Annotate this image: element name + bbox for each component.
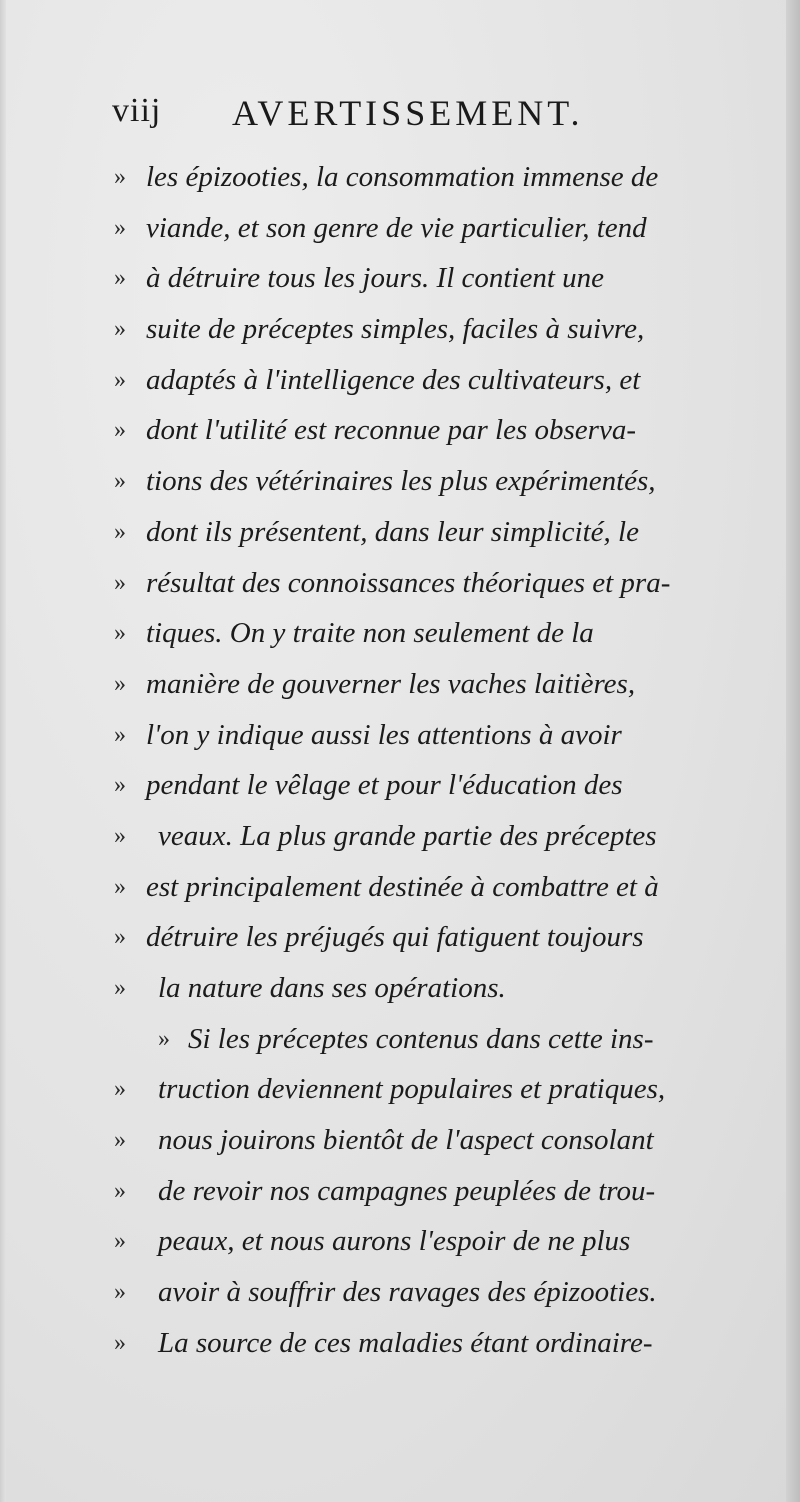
running-head xyxy=(112,92,632,140)
text-line xyxy=(108,405,768,456)
text-line xyxy=(108,152,768,203)
line-text: résultat des connoissances théoriques et pra- xyxy=(146,566,671,599)
line-text: Si les préceptes contenus dans cette ins- xyxy=(188,1022,654,1055)
text-line xyxy=(108,1166,768,1217)
quote-mark: » xyxy=(114,924,126,951)
page-title: AVERTISSEMENT. xyxy=(232,93,584,133)
line-text: peaux, et nous aurons l'espoir de ne plus xyxy=(158,1225,631,1258)
text-line xyxy=(108,304,768,355)
line-text: adaptés à l'intelligence des cultivateurs, et xyxy=(146,363,641,396)
line-text: truction deviennent populaires et pratiques, xyxy=(158,1073,666,1106)
quote-mark: » xyxy=(114,975,126,1001)
line-text: suite de préceptes simples, faciles à suivre, xyxy=(146,313,645,346)
quote-mark: » xyxy=(114,265,126,292)
body-text xyxy=(108,152,768,1369)
quote-mark: » xyxy=(114,468,126,495)
line-text: veaux. La plus grande partie des préceptes xyxy=(158,819,657,852)
line-text: dont ils présentent, dans leur simplicité, le xyxy=(146,515,639,548)
quote-mark: » xyxy=(114,822,126,849)
quote-mark: » xyxy=(114,164,126,190)
quote-mark: » xyxy=(114,1228,126,1255)
quote-mark: » xyxy=(114,721,126,748)
quote-mark: » xyxy=(114,214,126,241)
text-line xyxy=(108,710,768,761)
line-text: dont l'utilité est reconnue par les observa- xyxy=(146,414,636,447)
line-text: nous jouirons bientôt de l'aspect consolant xyxy=(158,1124,654,1157)
line-text: détruire les préjugés qui fatiguent toujours xyxy=(146,921,644,954)
line-text: de revoir nos campagnes peuplées de trou- xyxy=(158,1174,656,1207)
line-text: viande, et son genre de vie particulier, tend xyxy=(146,211,647,244)
line-text: la nature dans ses opérations. xyxy=(158,972,506,1004)
text-line xyxy=(108,1267,768,1318)
quote-mark: » xyxy=(158,1025,170,1052)
text-line xyxy=(108,1064,768,1115)
text-line xyxy=(108,963,768,1014)
text-line xyxy=(108,456,768,507)
text-line xyxy=(108,507,768,558)
quote-mark: » xyxy=(114,1076,126,1103)
quote-mark: » xyxy=(114,417,126,444)
line-text: pendant le vêlage et pour l'éducation des xyxy=(146,769,623,802)
quote-mark: » xyxy=(114,569,126,596)
text-line xyxy=(108,203,768,254)
text-line xyxy=(108,1318,768,1369)
page-number: viij xyxy=(112,92,162,129)
text-line xyxy=(108,1216,768,1267)
quote-mark: » xyxy=(114,1279,126,1306)
text-line xyxy=(108,760,768,811)
quote-mark: » xyxy=(114,366,126,393)
quote-mark: » xyxy=(114,620,126,647)
text-line xyxy=(108,608,768,659)
line-text: tions des vétérinaires les plus expérimentés, xyxy=(146,465,656,498)
text-line xyxy=(108,558,768,609)
quote-mark: » xyxy=(114,1177,126,1204)
quote-mark: » xyxy=(114,1329,126,1356)
page-edge-right xyxy=(786,0,800,1502)
line-text: avoir à souffrir des ravages des épizooties. xyxy=(158,1276,657,1309)
text-line xyxy=(108,811,768,862)
line-text: manière de gouverner les vaches laitières, xyxy=(146,667,636,700)
text-line xyxy=(108,862,768,913)
quote-mark: » xyxy=(114,1127,126,1154)
text-line xyxy=(108,1014,768,1065)
line-text: les épizooties, la consommation immense de xyxy=(146,161,659,193)
quote-mark: » xyxy=(114,670,126,697)
quote-mark: » xyxy=(114,518,126,545)
text-line xyxy=(108,1115,768,1166)
line-text: à détruire tous les jours. Il contient une xyxy=(146,262,605,295)
line-text: La source de ces maladies étant ordinaire- xyxy=(158,1326,653,1359)
line-text: est principalement destinée à combattre et à xyxy=(146,870,659,903)
quote-mark: » xyxy=(114,873,126,900)
quote-mark: » xyxy=(114,316,126,343)
text-line xyxy=(108,912,768,963)
line-text: tiques. On y traite non seulement de la xyxy=(146,617,594,650)
page-edge-left xyxy=(0,0,6,1502)
line-text: l'on y indique aussi les attentions à avoir xyxy=(146,718,622,751)
text-line xyxy=(108,355,768,406)
quote-mark: » xyxy=(114,772,126,799)
text-line xyxy=(108,253,768,304)
text-line xyxy=(108,659,768,710)
